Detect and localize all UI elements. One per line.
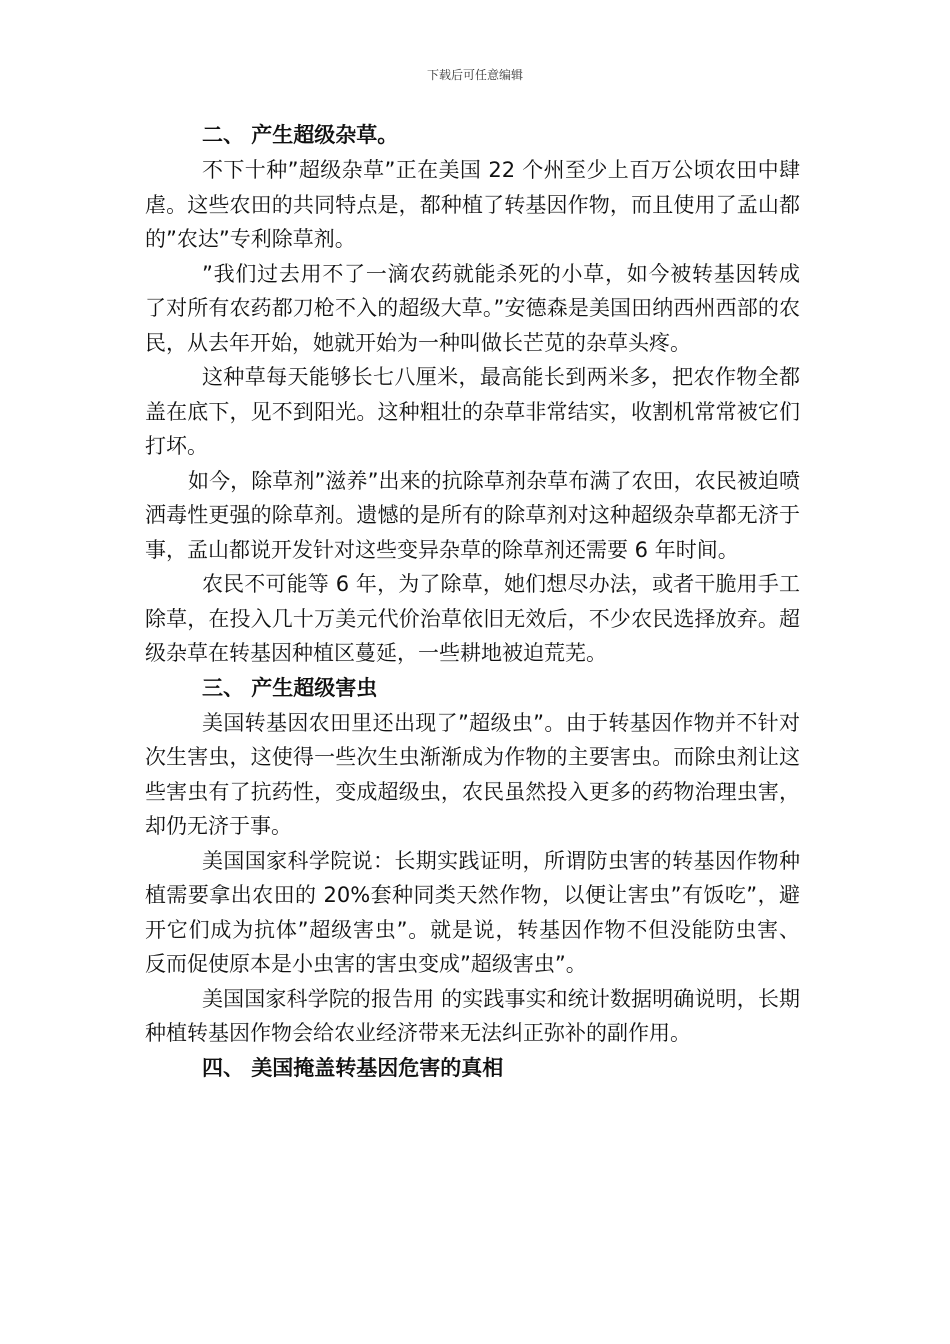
paragraph: 农民不可能等 6 年，为了除草，她们想尽办法，或者干脆用手工除草，在投入几十万美元代价治草依旧无效后，不少农民选择放弃。超级杂草在转基因种植区蔓延，一些耕地被迫荒芜。 <box>145 572 800 665</box>
paragraph: 这种草每天能够长七八厘米，最高能长到两米多，把农作物全都盖在底下，见不到阳光。这种粗壮的杂草非常结实，收割机常常被它们打坏。 <box>145 365 800 458</box>
paragraph: 如今，除草剂”滋养”出来的抗除草剂杂草布满了农田，农民被迫喷洒毒性更强的除草剂。遗憾的是所有的除草剂对这种超级杂草都无济于事，孟山都说开发针对这些变异杂草的除草剂还需要 6 年时间。 <box>145 468 800 562</box>
paragraph: 美国国家科学院的报告用 的实践事实和统计数据明确说明，长期种植转基因作物会给农业经济带来无法纠正弥补的副作用。 <box>145 986 800 1045</box>
paragraph: 不下十种”超级杂草”正在美国 22 个州至少上百万公顷农田中肆虐。这些农田的共同特点是，都种植了转基因作物，而且使用了孟山都的”农达”专利除草剂。 <box>145 158 800 251</box>
document-body <box>145 118 800 1086</box>
page-header-note: 下载后可任意编辑 <box>426 68 523 82</box>
section-heading-4: 四、 美国掩盖转基因危害的真相 <box>202 1055 504 1080</box>
section-heading-3: 三、 产生超级害虫 <box>202 675 378 700</box>
paragraph: 美国转基因农田里还出现了”超级虫”。由于转基因作物并不针对次生害虫，这使得一些次生虫渐渐成为作物的主要害虫。而除虫剂让这些害虫有了抗药性，变成超级虫，农民虽然投入更多的药物治理虫害，却仍无济于事。 <box>145 710 800 838</box>
section-heading-2: 二、 产生超级杂草。 <box>202 123 399 147</box>
paragraph: ”我们过去用不了一滴农药就能杀死的小草，如今被转基因转成了对所有农药都刀枪不入的超级大草。”安德森是美国田纳西州西部的农民，从去年开始，她就开始为一种叫做长芒苋的杂草头疼。 <box>145 261 800 355</box>
paragraph: 美国国家科学院说：长期实践证明，所谓防虫害的转基因作物种植需要拿出农田的 20%套种同类天然作物，以便让害虫”有饭吃”，避开它们成为抗体”超级害虫”。就是说，转基因作物不但没能防虫害、 反而促使原本是小虫害的害虫变成”超级害虫”。 <box>145 848 800 976</box>
